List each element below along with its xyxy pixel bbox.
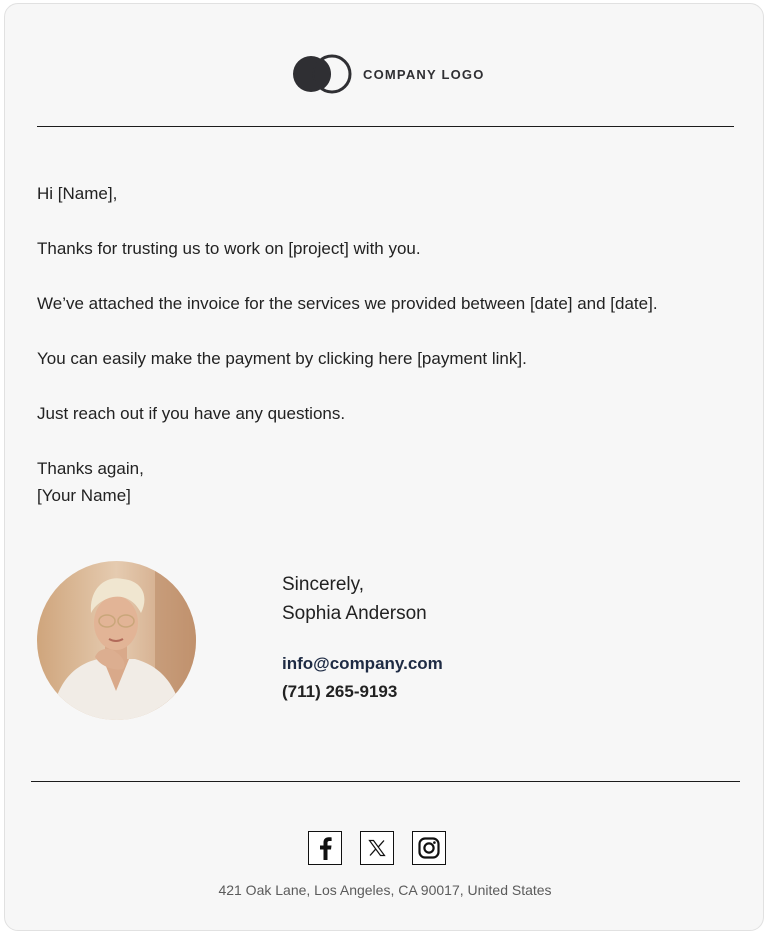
email-link[interactable]: info@company.com (282, 654, 443, 673)
x-icon (368, 839, 386, 857)
signoff: Sincerely, (282, 574, 365, 595)
footer-divider (31, 781, 740, 782)
avatar (37, 561, 196, 720)
facebook-icon (317, 836, 333, 860)
message-body (37, 180, 737, 509)
avatar-photo (37, 561, 196, 720)
greeting: Hi [Name], (37, 184, 118, 203)
company-address: 421 Oak Lane, Los Angeles, CA 90017, United States (218, 882, 552, 898)
signature-block (282, 570, 443, 706)
company-logo[interactable] (291, 54, 485, 94)
email-card (4, 3, 764, 931)
phone-number[interactable]: (711) 265-9193 (282, 682, 398, 701)
message-paragraph: Thanks for trusting us to work on [project] with you. (37, 239, 421, 258)
social-links (308, 831, 446, 865)
message-paragraph: Just reach out if you have any questions. (37, 404, 346, 423)
message-paragraph: We’ve attached the invoice for the services we provided between [date] and [date]. (37, 294, 658, 313)
message-paragraph: You can easily make the payment by clicking here [payment link]. (37, 349, 527, 368)
closing-line: Thanks again, (37, 459, 144, 478)
facebook-button[interactable] (308, 831, 342, 865)
instagram-icon (418, 837, 440, 859)
x-button[interactable] (360, 831, 394, 865)
header-divider (37, 126, 734, 127)
logo-mark-icon (291, 54, 355, 94)
instagram-button[interactable] (412, 831, 446, 865)
logo-text: COMPANY LOGO (363, 66, 485, 82)
closing-name: [Your Name] (37, 486, 131, 505)
signer-name: Sophia Anderson (282, 603, 427, 624)
